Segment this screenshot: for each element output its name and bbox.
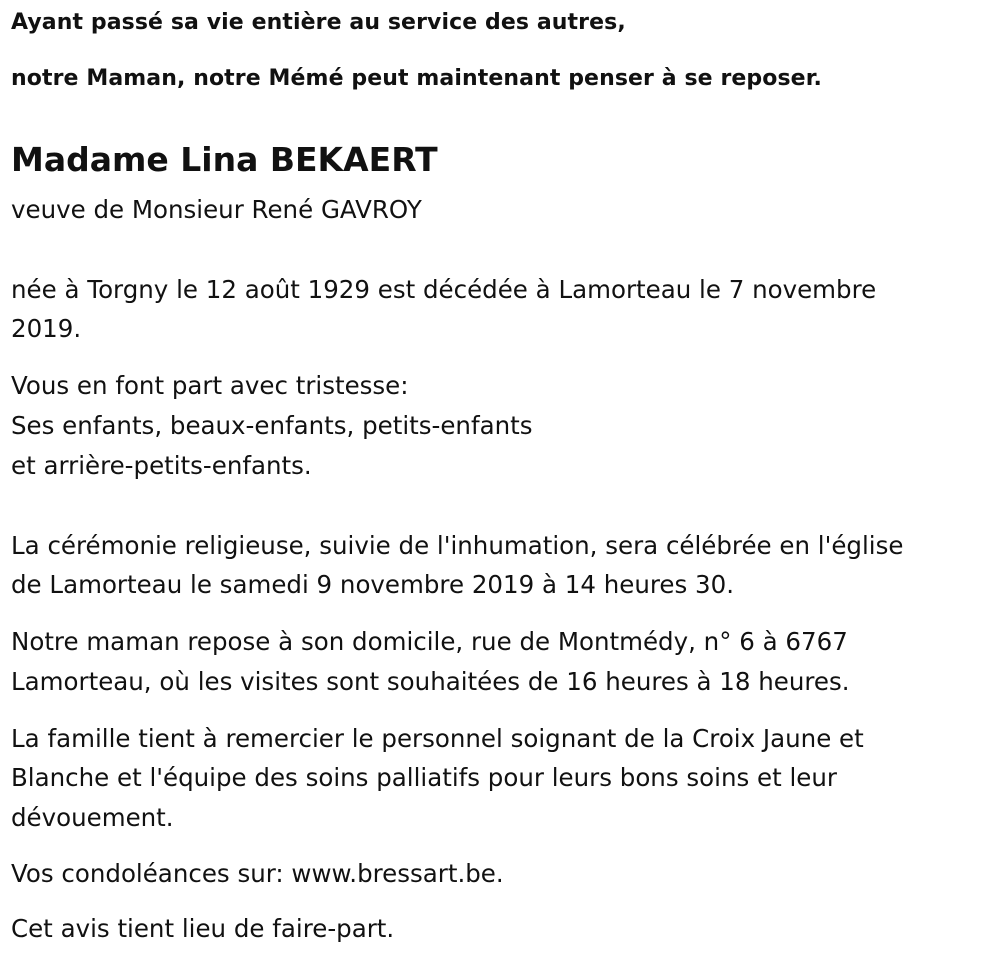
widow-of: veuve de Monsieur René GAVROY (11, 195, 422, 224)
thanks-line-2: Blanche et l'équipe des soins palliatifs pour leurs bons soins et leur (11, 763, 837, 792)
thanks-line-3: dévouement. (11, 803, 174, 832)
closing-line: Cet avis tient lieu de faire-part. (11, 914, 395, 943)
intro-line-2: notre Maman, notre Mémé peut maintenant penser à se reposer. (11, 66, 822, 91)
thanks-line-1: La famille tient à remercier le personnel soignant de la Croix Jaune et (11, 724, 864, 753)
ceremony-line-1: La cérémonie religieuse, suivie de l'inhumation, sera célébrée en l'église (11, 531, 904, 560)
visitation-line-2: Lamorteau, où les visites sont souhaitées de 16 heures à 18 heures. (11, 667, 850, 696)
condolences-line: Vos condoléances sur: www.bressart.be. (11, 859, 504, 888)
visitation-line-1: Notre maman repose à son domicile, rue de Montmédy, n° 6 à 6767 (11, 627, 848, 656)
birth-death-line-1: née à Torgny le 12 août 1929 est décédée à Lamorteau le 7 novembre (11, 275, 877, 304)
deceased-name: Madame Lina BEKAERT (11, 140, 438, 179)
ceremony-line-2: de Lamorteau le samedi 9 novembre 2019 à 14 heures 30. (11, 570, 734, 599)
family-line-2: Ses enfants, beaux-enfants, petits-enfants (11, 411, 533, 440)
family-line-3: et arrière-petits-enfants. (11, 451, 312, 480)
family-line-1: Vous en font part avec tristesse: (11, 371, 409, 400)
intro-line-1: Ayant passé sa vie entière au service des autres, (11, 10, 626, 35)
birth-death-line-2: 2019. (11, 314, 82, 343)
